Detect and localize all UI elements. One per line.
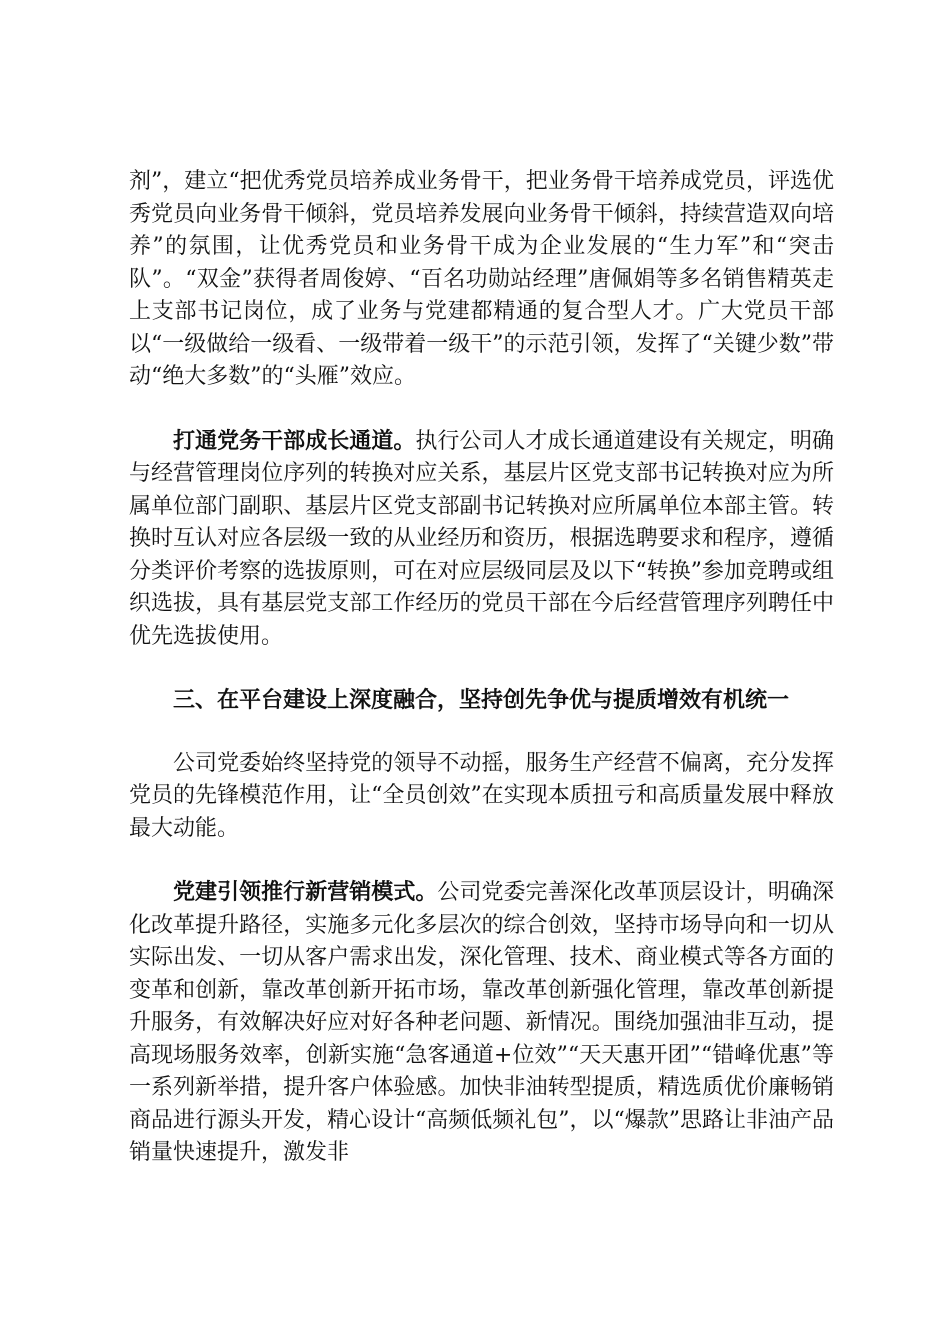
paragraph-text: 公司党委始终坚持党的领导不动摇，服务生产经营不偏离，充分发挥党员的先锋模范作用，让“全员创效”在实现本质扭亏和高质量发展中释放最大动能。 xyxy=(129,750,834,841)
paragraph-text: 执行公司人才成长通道建设有关规定，明确与经营管理岗位序列的转换对应关系，基层片区党支部书记转换对应为所属单位部门副职、基层片区党支部副书记转换对应所属单位本部主管。转换时互认对应各层级一致的从业经历和资历，根据选聘要求和程序，遵循分类评价考察的选拔原则，可在对应层级同层及以下“转换”参加竞聘或组织选拔，具有基层党支部工作经历的党员干部在今后经营管理序列聘任中优先选拔使用。 xyxy=(129,428,834,649)
paragraph-party-cadre-channel xyxy=(129,425,834,654)
paragraph-text: 公司党委完善深化改革顶层设计，明确深化改革提升路径，实施多元化多层次的综合创效，坚持市场导向和一切从实际出发、一切从客户需求出发，深化管理、技术、商业模式等各方面的变革和创新，靠改革创新开拓市场，靠改革创新强化管理，靠改革创新提升服务，有效解决好应对好各种老问题、新情况。围绕加强油非互动，提高现场服务效率，创新实施“急客通道+位效”“天天惠开团”“错峰优惠”等一系列新举措，提升客户体验感。加快非油转型提质，精选质优价廉畅销商品进行源头开发，精心设计“高频低频礼包”，以“爆款”思路让非油产品销量快速提升，激发非 xyxy=(129,880,834,1165)
paragraph-gap xyxy=(129,717,834,748)
paragraph-lead: 党建引领推行新营销模式。 xyxy=(173,879,438,905)
paragraph-marketing-model xyxy=(129,876,834,1170)
paragraph-lead: 打通党务干部成长通道。 xyxy=(173,427,416,454)
paragraph-gap xyxy=(129,394,834,425)
paragraph-gap xyxy=(129,845,834,876)
paragraph-continuation xyxy=(129,166,834,394)
paragraph-gap xyxy=(129,653,834,684)
section-heading: 三、在平台建设上深度融合，坚持创先争优与提质增效有机统一 xyxy=(173,687,790,713)
paragraph-text: 剂”，建立“把优秀党员培养成业务骨干，把业务骨干培养成党员，评选优秀党员向业务骨干倾斜，党员培养发展向业务骨干倾斜，持续营造双向培养”的氛围，让优秀党员和业务骨干成为企业发展的“生力军”和“突击队”。“双金”获得者周俊婷、“百名功勋站经理”唐佩娟等多名销售精英走上支部书记岗位，成了业务与党建都精通的复合型人才。广大党员干部以“一级做给一级看、一级带着一级干”的示范引领，发挥了“关键少数”带动“绝大多数”的“头雁”效应。 xyxy=(129,169,834,389)
paragraph-party-leadership xyxy=(129,748,834,846)
document-page xyxy=(129,166,834,1170)
